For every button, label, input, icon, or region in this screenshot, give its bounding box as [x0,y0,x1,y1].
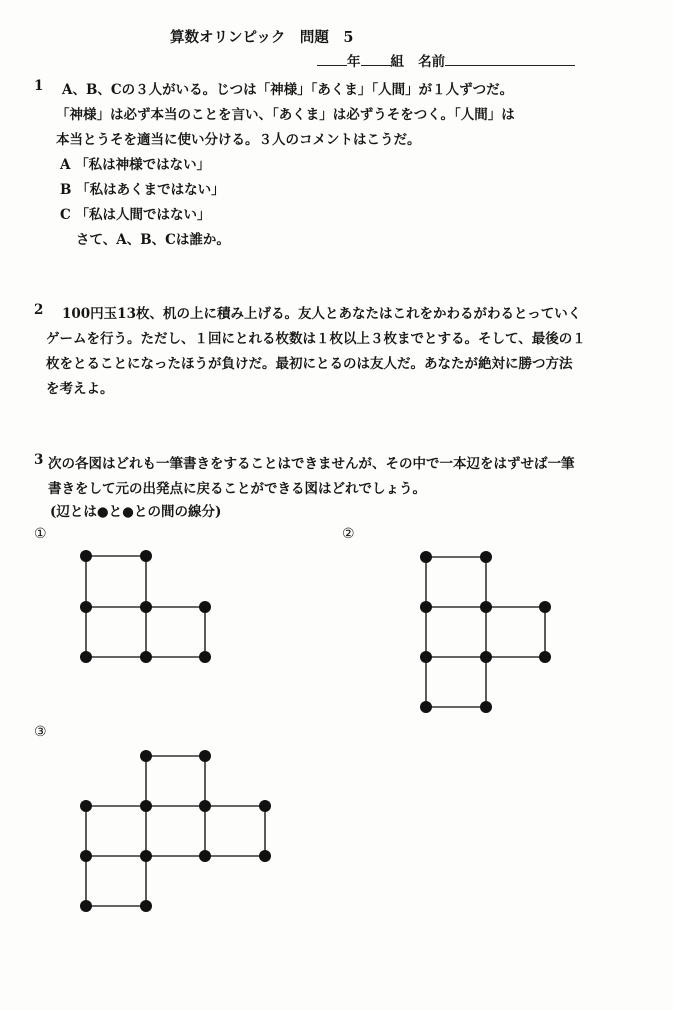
q1-line-1: A、B、Cの３人がいる。じつは「神様」「あくま」「人間」が１人ずつだ。 [62,82,514,98]
q1-comment-c-text: 「私は人間ではない」 [75,207,211,223]
q1-question: さて、A、B、Cは誰か。 [76,232,230,248]
q2-line-2: ゲームを行う。ただし、１回にとれる枚数は１枚以上３枚までとする。そして、最後の１ [46,331,586,347]
q1-line-2: 「神様」は必ず本当のことを言い、「あくま」は必ずうそをつく。「人間」は [56,107,515,123]
q2-number: 2 [34,302,44,318]
q1-person-b: B [60,182,72,198]
year-label: 年 [347,54,361,70]
figure-3-vertices [80,750,271,912]
q1-comment-b-text: 「私はあくまではない」 [76,182,225,198]
class-label: 組 [390,54,404,70]
page-title: 算数オリンピック 問題 5 [170,29,354,46]
q3-line-2: 書きをして元の出発点に戻ることができる図はどれでしょう。 [48,481,426,497]
figure-3-edges [86,756,265,906]
name-label: 名前 [418,54,446,70]
q2-line-3: 枚をとることになったほうが負けだ。最初にとるのは友人だ。あなたが絶対に勝つ方法 [46,356,573,372]
figure-2-label: ② [342,526,355,542]
figure-3-label: ③ [34,724,47,740]
q2-line-4: を考えよ。 [46,381,114,397]
q1-comment-a-text: 「私は神様ではない」 [75,157,211,173]
figure-1-label: ① [34,526,47,542]
q3-note: (辺とは●と●との間の線分) [50,504,222,520]
q3-line-1: 次の各図はどれも一筆書きをすることはできませんが、その中で一本辺をはずせば一筆 [48,456,575,472]
q3-number: 3 [34,452,44,468]
q1-line-3: 本当とうそを適当に使い分ける。３人のコメントはこうだ。 [56,132,421,148]
q2-line-1: 100円玉13枚、机の上に積み上げる。友人とあなたはこれをかわるがわるとっていく [62,306,582,322]
q1-person-a: A [60,157,71,173]
q1-number: 1 [34,78,44,94]
q1-person-c: C [60,207,71,223]
